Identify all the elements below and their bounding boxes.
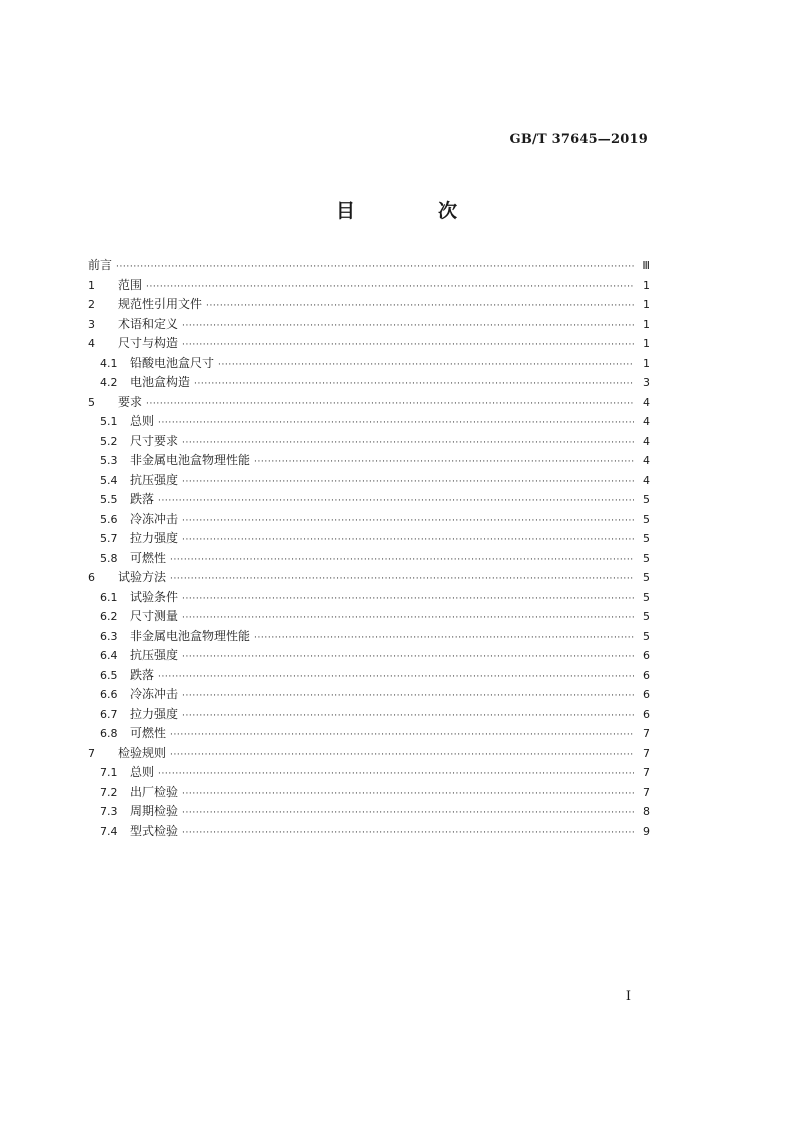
toc-entry-page: 4 — [643, 395, 650, 409]
toc-entry-label: 非金属电池盒物理性能 — [130, 628, 251, 643]
toc-entry-label: 规范性引用文件 — [118, 297, 203, 311]
toc-entry-label: 试验方法 — [118, 570, 167, 584]
toc-entry[interactable] — [88, 685, 650, 705]
toc-leader-dots — [170, 551, 634, 571]
toc-entry[interactable] — [88, 276, 650, 296]
toc-leader-dots — [182, 473, 634, 493]
toc-entry-label: 可燃性 — [130, 726, 167, 740]
toc-entry-label: 非金属电池盒物理性能 — [130, 453, 251, 467]
toc-entry-label: 出厂检验 — [130, 784, 179, 799]
toc-entry-label: 总则 — [130, 414, 155, 428]
toc-entry-page: 5 — [643, 512, 650, 526]
toc-leader-dots — [182, 707, 634, 727]
toc-entry-label: 冷冻冲击 — [130, 687, 179, 701]
toc-entry-number: 5.3 — [100, 454, 118, 467]
toc-leader-dots — [182, 590, 634, 610]
toc-entry-page: 7 — [643, 766, 650, 779]
toc-entry-number: 5.4 — [100, 473, 118, 487]
toc-entry-number: 7.2 — [100, 785, 118, 799]
toc-entry[interactable] — [88, 724, 650, 744]
toc-leader-dots — [182, 648, 634, 668]
toc-entry[interactable] — [88, 510, 650, 530]
toc-entry-label: 尺寸测量 — [130, 609, 179, 623]
toc-entry-label: 总则 — [130, 765, 155, 779]
toc-entry-label: 抗压强度 — [130, 472, 179, 487]
toc-entry[interactable] — [88, 334, 650, 354]
toc-leader-dots — [170, 726, 634, 746]
toc-entry-number: 6.6 — [100, 688, 118, 701]
toc-entry-page: 6 — [643, 688, 650, 701]
toc-entry-label: 尺寸要求 — [130, 433, 179, 448]
toc-entry-number: 1 — [88, 278, 95, 292]
toc-entry-label: 要求 — [118, 394, 143, 409]
toc-leader-dots — [182, 785, 634, 805]
toc-leader-dots — [182, 824, 634, 844]
toc-leader-dots — [158, 414, 634, 434]
toc-leader-dots — [182, 531, 634, 551]
toc-entry-number: 5.1 — [100, 415, 118, 428]
toc-entry-page: Ⅲ — [642, 259, 650, 272]
toc-entry-number: 5.7 — [100, 532, 118, 545]
toc-leader-dots — [116, 258, 634, 278]
toc-entry-label: 术语和定义 — [118, 316, 179, 331]
toc-entry-page: 1 — [643, 337, 650, 350]
toc-entry-number: 7.1 — [100, 766, 118, 779]
toc-entry-page: 1 — [643, 298, 650, 311]
toc-entry-label: 铅酸电池盒尺寸 — [130, 355, 215, 370]
toc-leader-dots — [254, 629, 634, 649]
toc-leader-dots — [158, 765, 634, 785]
toc-leader-dots — [146, 278, 634, 298]
toc-entry-page: 8 — [643, 805, 650, 818]
toc-entry-number: 6.2 — [100, 610, 118, 623]
toc-entry-label: 拉力强度 — [130, 706, 179, 721]
toc-title: 目 次 — [335, 200, 489, 222]
toc-leader-dots — [170, 746, 634, 766]
toc-entry-page: 5 — [643, 610, 650, 623]
toc-entry[interactable] — [88, 646, 650, 666]
toc-entry-number: 3 — [88, 317, 95, 331]
toc-entry-page: 9 — [643, 824, 650, 838]
toc-entry-label: 检验规则 — [118, 745, 167, 760]
toc-entry-page: 5 — [643, 493, 650, 506]
toc-leader-dots — [182, 336, 634, 356]
toc-entry-page: 5 — [643, 590, 650, 604]
toc-entry-number: 5.2 — [100, 434, 118, 448]
toc-leader-dots — [182, 512, 634, 532]
toc-entry-number: 4.1 — [100, 356, 118, 370]
toc-entry-page: 7 — [643, 785, 650, 799]
standard-code: GB/T 37645—2019 — [509, 132, 648, 147]
toc-entry-number: 7.4 — [100, 824, 118, 838]
toc-entry-page: 4 — [643, 434, 650, 448]
toc-leader-dots — [158, 492, 634, 512]
toc-entry[interactable] — [88, 315, 650, 335]
toc-entry-label: 跌落 — [130, 492, 155, 506]
toc-leader-dots — [194, 375, 634, 395]
toc-leader-dots — [254, 453, 634, 473]
toc-entry[interactable] — [88, 490, 650, 510]
toc-entry-number: 5.5 — [100, 493, 118, 506]
toc-leader-dots — [158, 668, 634, 688]
toc-entry-number: 7.3 — [100, 805, 118, 818]
toc-entry-number: 2 — [88, 298, 95, 311]
toc-entry-number: 6.8 — [100, 727, 118, 740]
toc-entry[interactable] — [88, 412, 650, 432]
toc-entry[interactable] — [88, 393, 650, 413]
toc-entry-number: 4 — [88, 337, 95, 350]
toc-entry-page: 4 — [643, 473, 650, 487]
toc-entry[interactable] — [88, 432, 650, 452]
toc-entry[interactable] — [88, 822, 650, 842]
toc-entry-page: 6 — [643, 707, 650, 721]
toc-entry-label: 尺寸与构造 — [118, 336, 179, 350]
toc-entry-page: 1 — [643, 356, 650, 370]
page-number: I — [625, 989, 631, 1004]
toc-entry[interactable] — [88, 705, 650, 725]
toc-entry[interactable] — [88, 588, 650, 608]
toc-entry[interactable] — [88, 256, 650, 276]
toc-entry-label: 范围 — [118, 277, 143, 292]
toc-leader-dots — [182, 687, 634, 707]
toc-entry[interactable] — [88, 471, 650, 491]
toc-entry[interactable] — [88, 549, 650, 569]
toc-leader-dots — [146, 395, 634, 415]
toc-entry[interactable] — [88, 607, 650, 627]
toc-entry-number: 4.2 — [100, 376, 118, 389]
toc-entry-number: 6.4 — [100, 649, 118, 662]
toc-entry-page: 5 — [643, 532, 650, 545]
toc-entry[interactable] — [88, 568, 650, 588]
table-of-contents — [88, 256, 650, 841]
toc-entry-label: 型式检验 — [130, 823, 179, 838]
toc-entry-page: 7 — [643, 727, 650, 740]
toc-leader-dots — [182, 317, 634, 337]
toc-entry-page: 3 — [643, 376, 650, 389]
toc-entry-label: 拉力强度 — [130, 531, 179, 545]
toc-entry-page: 4 — [643, 415, 650, 428]
toc-entry-number: 6.7 — [100, 707, 118, 721]
toc-entry[interactable] — [88, 802, 650, 822]
toc-entry[interactable] — [88, 627, 650, 647]
toc-entry-label: 试验条件 — [130, 589, 179, 604]
toc-entry-number: 5.8 — [100, 551, 118, 565]
toc-leader-dots — [170, 570, 634, 590]
toc-entry[interactable] — [88, 783, 650, 803]
toc-entry-page: 1 — [643, 278, 650, 292]
toc-entry-number: 6.5 — [100, 668, 118, 682]
toc-entry-page: 5 — [643, 571, 650, 584]
toc-entry-number: 6 — [88, 571, 95, 584]
toc-entry-number: 7 — [88, 746, 95, 760]
toc-entry-page: 6 — [643, 668, 650, 682]
toc-entry-page: 1 — [643, 317, 650, 331]
toc-entry-label: 冷冻冲击 — [130, 511, 179, 526]
toc-entry-label: 前言 — [88, 258, 113, 272]
toc-entry-number: 6.1 — [100, 590, 118, 604]
toc-entry-label: 周期检验 — [130, 804, 179, 818]
toc-entry[interactable] — [88, 295, 650, 315]
toc-entry-page: 5 — [643, 629, 650, 643]
toc-entry[interactable] — [88, 666, 650, 686]
toc-leader-dots — [206, 297, 634, 317]
toc-entry-number: 5.6 — [100, 512, 118, 526]
toc-entry[interactable] — [88, 451, 650, 471]
toc-entry-label: 跌落 — [130, 667, 155, 682]
toc-entry-page: 5 — [643, 551, 650, 565]
toc-entry[interactable] — [88, 744, 650, 764]
toc-entry-page: 6 — [643, 649, 650, 662]
toc-leader-dots — [182, 804, 634, 824]
toc-entry-number: 6.3 — [100, 629, 118, 643]
toc-entry-label: 抗压强度 — [130, 648, 179, 662]
toc-entry[interactable] — [88, 763, 650, 783]
toc-entry-page: 4 — [643, 454, 650, 467]
toc-entry[interactable] — [88, 529, 650, 549]
toc-entry-number: 5 — [88, 395, 95, 409]
toc-entry[interactable] — [88, 373, 650, 393]
toc-entry-page: 7 — [643, 746, 650, 760]
toc-entry[interactable] — [88, 354, 650, 374]
toc-entry-label: 电池盒构造 — [130, 375, 191, 389]
toc-entry-label: 可燃性 — [130, 550, 167, 565]
toc-leader-dots — [218, 356, 634, 376]
